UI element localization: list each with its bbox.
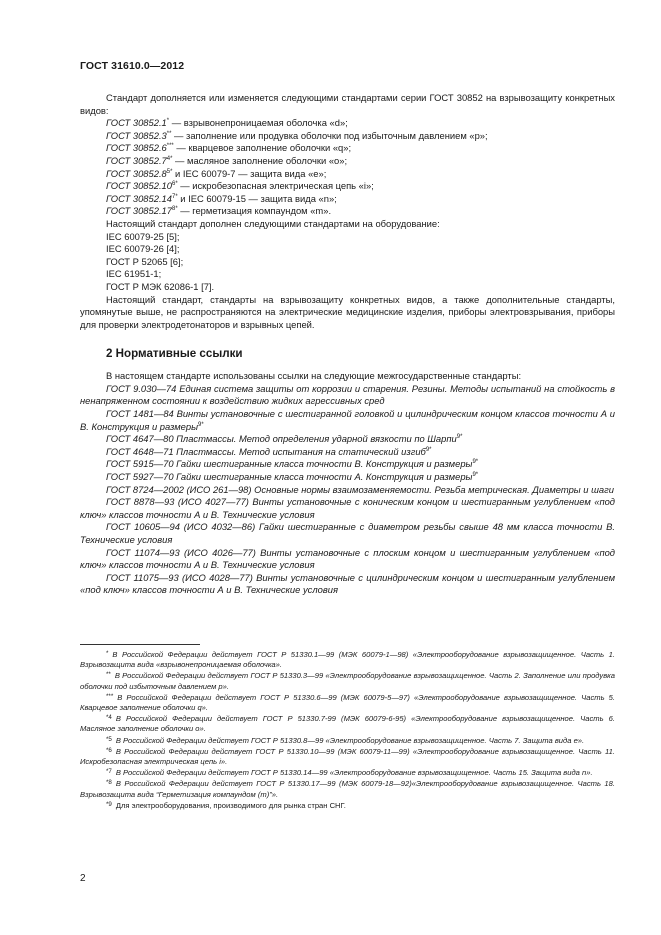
footnote-text: В Российской Федерации действует ГОСТ Р 51330.6—99 (МЭК 60079-5—97) «Электрооборудование взрывозащищенное. Часть 5. Кварцевое заполнение оболочки q».	[80, 692, 615, 713]
reference-item	[80, 433, 615, 446]
footnote-divider	[80, 644, 200, 645]
intro-closing: Настоящий стандарт, стандарты на взрывозащиту конкретных видов, а также дополнительные стандарты, упомянутые выше, не распространяются на электрические медицинские изделия, приборы электровзрывания, приборы для проверки электродетонаторов и взрывных цепей.	[80, 293, 615, 330]
reference-text: ГОСТ 8878—93 (ИСО 4027—77) Винты установочные с коническим концом и шестигранным углублением «под ключ» классов точности А и В. Технические условия	[80, 496, 615, 520]
series-list	[80, 117, 615, 218]
footnote-mark: 4*	[166, 155, 173, 162]
series-code: ГОСТ 30852.17	[106, 205, 172, 217]
equipment-list	[80, 231, 615, 294]
intro-lead: Стандарт дополняется или изменяется следующими стандартами серии ГОСТ 30852 на взрывозащиту конкретных видов:	[80, 92, 615, 116]
footnote-marker: **	[106, 671, 111, 679]
footnote-text: В Российской Федерации действует ГОСТ Р 51330.1—99 (МЭК 60079-1—98) «Электрооборудование взрывозащищенное. Часть 1. Взрывозащита вида «взрывонепроницаемая оболочка».	[80, 650, 615, 670]
footnote-marker: *	[106, 650, 109, 657]
series-text: — взрывонепроницаемая оболочка «d»;	[169, 117, 348, 129]
series-text: — искробезопасная электрическая цепь «i»;	[177, 180, 374, 192]
footnote-mark: 9*	[472, 472, 479, 479]
footnote	[80, 800, 615, 811]
page-number: 2	[80, 873, 86, 884]
footnote-marker: *6	[106, 746, 112, 754]
footnote	[80, 692, 615, 713]
footnote-mark: ***	[166, 143, 174, 150]
series-code: ГОСТ 30852.14	[106, 192, 172, 204]
running-head: ГОСТ 31610.0—2012	[80, 60, 185, 72]
series-item	[80, 168, 615, 181]
footnote-marker: *7	[106, 768, 112, 776]
footnote	[80, 746, 615, 767]
footnote-marker: *4	[106, 714, 112, 722]
equipment-item: ГОСТ Р МЭК 62086-1 [7].	[106, 280, 215, 292]
series-code: ГОСТ 30852.10	[106, 180, 172, 192]
footnote-marker: *9	[106, 800, 112, 808]
footnote	[80, 649, 615, 670]
footnote-mark: 5*	[166, 168, 173, 175]
footnote-mark: 9*	[472, 459, 479, 466]
series-item	[80, 205, 615, 218]
series-code: ГОСТ 30852.6	[106, 142, 167, 154]
reference-text: ГОСТ 5915—70 Гайки шестигранные класса точности В. Конструкция и размеры	[106, 458, 473, 470]
reference-text: ГОСТ 4647—80 Пластмассы. Метод определения ударной вязкости по Шарпи	[106, 433, 457, 445]
equipment-lead: Настоящий стандарт дополнен следующими стандартами на оборудование:	[106, 217, 440, 229]
section-lead: В настоящем стандарте использованы ссылки на следующие межгосударственные стандарты:	[106, 370, 522, 382]
reference-text: ГОСТ 4648—71 Пластмассы. Метод испытания на статический изгиб	[106, 445, 426, 457]
footnote-mark: 7*	[171, 193, 178, 200]
footnote	[80, 713, 615, 734]
series-item	[80, 180, 615, 193]
reference-item	[80, 572, 615, 597]
footnote-mark: 9*	[198, 421, 204, 428]
footnote-text: В Российской Федерации действует ГОСТ Р 51330.3—99 «Электрооборудование взрывозащищенное. Часть 2. Заполнение или продувка оболочки под избыточным давлением р».	[80, 671, 615, 691]
references-list	[80, 383, 615, 597]
reference-text: ГОСТ 8724—2002 (ИСО 261—98) Основные нормы взаимозаменяемости. Резьба метрическая. Диаметры и шаги	[106, 483, 614, 495]
series-code: ГОСТ 30852.8	[106, 167, 167, 179]
reference-text: ГОСТ 5927—70 Гайки шестигранные класса точности А. Конструкция и размеры	[106, 471, 473, 483]
footnote-text: В Российской Федерации действует ГОСТ Р 51330.8—99 «Электрооборудование взрывозащищенное. Часть 7. Защита вида е».	[115, 735, 585, 745]
section-title: 2 Нормативные ссылки	[106, 347, 243, 361]
series-item	[80, 142, 615, 155]
equipment-item: IEC 60079-26 [4];	[106, 243, 180, 255]
footnote-text: В Российской Федерации действует ГОСТ Р 51330.17—99 (МЭК 60079-18—92)«Электрооборудование взрывозащищенное. Часть 18. Взрывозащита вида “Герметизация компаундом (m)”».	[80, 779, 615, 799]
reference-text: ГОСТ 11075—93 (ИСО 4028—77) Винты установочные с цилиндрическим концом и шестигранным углублением «под ключ» классов точности А и В. Технические условия	[80, 571, 615, 596]
reference-item	[80, 484, 615, 497]
footnote-mark: 9*	[456, 434, 463, 441]
reference-item	[80, 496, 615, 521]
footnote	[80, 670, 615, 691]
series-text: — герметизация компаундом «m».	[177, 205, 332, 217]
series-text: — масляное заполнение оболочки «о»;	[172, 154, 348, 166]
reference-item	[80, 446, 615, 459]
footnote-marker: *8	[106, 779, 112, 787]
footnote-mark: *	[166, 118, 170, 125]
series-item	[80, 155, 615, 168]
equipment-item: ГОСТ Р 52065 [6];	[106, 255, 184, 267]
reference-text: ГОСТ 1481—84 Винты установочные с шестигранной головкой и цилиндрическим концом классов точности А и В. Конструкция и размеры	[80, 408, 615, 432]
footnote-text: В Российской Федерации действует ГОСТ Р 51330.14—99 «Электрооборудование взрывозащищенное. Часть 15. Защита вида n».	[115, 768, 593, 778]
equipment-item: IEC 61951-1;	[106, 268, 162, 280]
footnote	[80, 767, 615, 778]
footnote-mark: 6*	[171, 181, 178, 188]
reference-item	[80, 458, 615, 471]
footnote-text: В Российской Федерации действует ГОСТ Р 51330.10—99 (МЭК 60079-11—99) «Электрооборудование взрывозащищенное. Часть 11. Искробезопасная электрическая цепь i».	[80, 746, 615, 767]
series-text: — заполнение или продувка оболочки под избыточным давлением «р»;	[171, 129, 488, 141]
equipment-item: IEC 60079-25 [5];	[106, 230, 180, 242]
reference-text: ГОСТ 9.030—74 Единая система защиты от коррозии и старения. Резины. Методы испытаний на стойкость в ненапряженном состоянии к воздействию жидких агрессивных сред	[80, 382, 615, 407]
footnote-mark: 9*	[425, 446, 432, 453]
reference-item	[80, 383, 615, 408]
reference-text: ГОСТ 10605—94 (ИСО 4032—86) Гайки шестигранные с диаметром резьбы свыше 48 мм класса точности В. Технические условия	[80, 521, 615, 545]
reference-item	[80, 547, 615, 572]
main-content	[80, 92, 615, 597]
series-text: и IEC 60079-7 — защита вида «е»;	[172, 167, 327, 179]
series-text: и IEC 60079-15 — защита вида «n»;	[177, 192, 337, 204]
reference-item	[80, 471, 615, 484]
footnote-marker: *5	[106, 735, 112, 743]
series-item	[80, 130, 615, 143]
series-item	[80, 193, 615, 206]
footnote-mark: **	[166, 130, 172, 137]
footnote-text: В Российской Федерации действует ГОСТ Р 51330.7-99 (МЭК 60079-6-95) «Электрооборудование взрывозащищенное. Часть 6. Масляное заполнение оболочки о».	[80, 714, 615, 734]
series-code: ГОСТ 30852.3	[106, 129, 167, 141]
footnote-text: Для электрооборудования, производимого для рынка стран СНГ.	[115, 800, 346, 810]
footnote-mark: 8*	[171, 206, 178, 213]
footnote	[80, 778, 615, 799]
reference-item	[80, 521, 615, 546]
reference-item	[80, 408, 615, 433]
footnote-marker: ***	[106, 692, 114, 700]
reference-text: ГОСТ 11074—93 (ИСО 4026—77) Винты установочные с плоским концом и шестигранным углублением «под ключ» классов точности А и В. Технические условия	[80, 546, 615, 571]
series-text: — кварцевое заполнение оболочки «q»;	[173, 142, 352, 154]
series-code: ГОСТ 30852.1	[106, 117, 167, 129]
series-item	[80, 117, 615, 130]
footnote	[80, 735, 615, 746]
footnotes	[80, 644, 615, 811]
series-code: ГОСТ 30852.7	[106, 154, 167, 166]
